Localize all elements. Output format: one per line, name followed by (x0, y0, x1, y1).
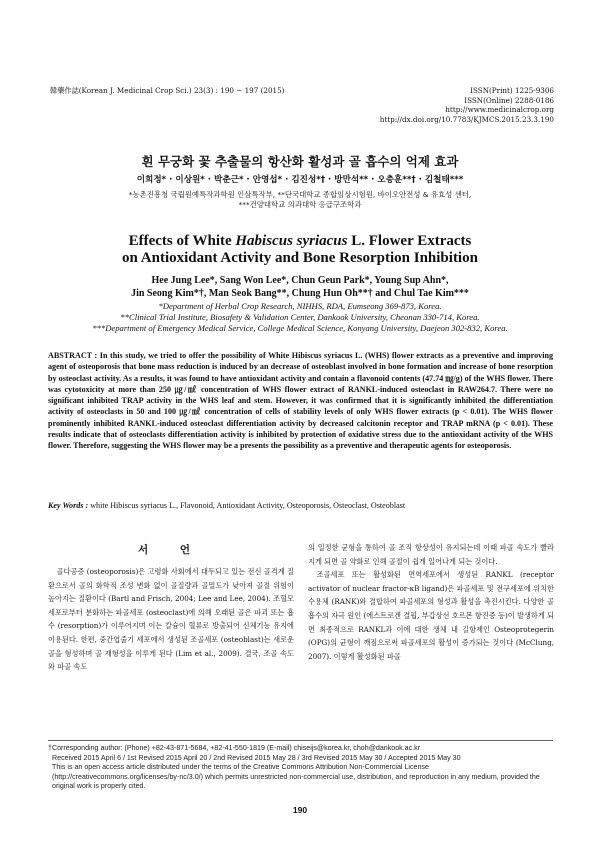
body-paragraph: 조골세포 또는 활성화된 면역세포에서 생성된 RANKL (receptor activator of nuclear fractor-κB ligand)은 파골세포 및 전구세포에 위치한 수용체 (RANK)와 결합하여 파골세포의 형성과 활성을 촉진시킨다. 다양한 골 흡수의 자극 원인 (에스트로겐 결핍, 부갑상선 호르몬 항진증 등)이 발생하게 되면 최종적으로 RANKL과 이에 대한 생체 내 길항제인 Osteoprotegerin (OPG)의 균형이 깨짐으로써 파골세포의 활성이 증가되는 것이다 (McClung, 2007). 이렇게 활성화된 파골 (308, 570, 554, 661)
section-title-introduction: 서 언 (138, 544, 204, 556)
keywords (48, 500, 553, 511)
license-notice: This is an open access article distributed under the terms of the Creative Commons Attribution Non-Commercial License (http://creativecommons.org/licenses/by-nc/3.0/) which permits unrestricted non-commercial use, distribution, and reproduction in any medium, provided the original work is properly cited. (52, 763, 540, 791)
affiliation-line: **Clinical Trial Institute, Biosafety & Validation Center, Dankook University, Cheonan 330-714, Korea. (120, 312, 480, 323)
keywords-text: white Hibiscus syriacus L., Flavonoid, Antioxidant Activity, Osteoporosis, Osteoclast, Osteoblast (88, 501, 406, 510)
author-line: Hee Jung Lee*, Sang Won Lee*, Chun Geun Park*, Young Sup Ahn*, (151, 275, 449, 286)
journal-website-link[interactable]: http://www.medicinalcrop.org (445, 105, 554, 115)
page-number: 190 (292, 805, 308, 815)
korean-affiliation-line: ***건양대학교 의과대학 응급구조학과 (238, 200, 362, 209)
affiliation-line: *Department of Herbal Crop Research, NIHHS, RDA, Eumseong 369-873, Korea. (158, 301, 442, 311)
journal-citation: 韓藥作誌(Korean J. Medicinal Crop Sci.) 23(3) : 190 − 197 (2015) (50, 86, 285, 95)
footnote (48, 744, 553, 792)
doi-link[interactable]: http://dx.doi.org/10.7783/KJMCS.2015.23.3.190 (379, 114, 554, 124)
abstract: ABSTRACT : In this study, we tried to offer the possibility of White Hibiscus syriacus L. (WHS) flower extracts as a preventive and improving agent of osteoporosis that bone mass reduction is induced by an decrease of osteoblast involved in bone formation and increase of bone resorption by osteoclast activity. As a results, it was found to have antioxidant activity and contain a flavonoid contents (47.74 ㎎/g) of the WHS flower. There was cytotoxicity at more than 250 ㎍/㎖ concentration of WHS flower extract of RANKL-induced osteoclast in RAW264.7. There were no significant inhibited TRAP activity in the WHS leaf and stem. However, it was confirmed that it is significantly inhibited the differentiation activity of osteoclasts in 50 and 100 ㎍/㎖ concentration of cells of stability levels of only WHS flower extracts (p < 0.01). The WHS flower prominently inhibited RANKL-induced osteoclast differentiation activity by decreased calcitonin receptor and TRAP mRNA (p < 0.01). These results indicate that of osteoclasts differentiation activity is inhibited by protection of oxidative stress due to the antioxidant activity of the WHS flower. Therefore, suggesting the WHS flower may be a presents the possibility as a preventive and therapeutic agents for osteoporosis. (48, 351, 553, 451)
korean-authors: 이희정* · 이상원* · 박춘근* · 안영섭* · 김진성*† · 방만석** · 오충훈**† · 김철태*** (136, 175, 464, 185)
english-title: Effects of White Habiscus syriacus L. Flower Extracts on Antioxidant Activity and Bone Resorption Inhibition (122, 233, 478, 266)
body-column-right (308, 541, 554, 663)
author-line: Jin Seong Kim*†, Man Seok Bang**, Chung Hun Oh**† and Chul Tae Kim*** (131, 288, 469, 299)
body-paragraph: 의 일정한 균형을 통하여 골 조직 항상성이 유지되는데 이때 파골 속도가 빨라지게 되면 골 약화로 인해 골절이 쉽게 일어나게 되는 것이다. (308, 543, 554, 566)
english-authors (0, 274, 600, 300)
body-column-left (48, 541, 294, 674)
body-paragraph: 골다공증 (osteoporosis)은 고령화 사회에서 대두되고 있는 전신 골격계 질환으로서 골의 화학적 조성 변화 없이 골질량과 골밀도가 낮아져 골절 위험이 높아지는 질환이다 (Bartl and Frisch, 2004; Lee and Lee, 2004). 조혈모세포로부터 분화하는 파골세포 (osteoclast)에 의해 오래된 골은 파괴 또는 흡수 (resorption)가 이루어지며 이는 칼슘이 혈류로 방출되어 신체기능 유지에 이용된다. 한편, 중간엽줄기 세포에서 생성된 조골세포 (osteoblast)는 새로운 골을 형성하며 골 재형성을 이루게 된다 (Lim et al., 2009). 결국, 조골 속도와 파골 속도 (48, 567, 294, 672)
korean-affiliation-line: *농촌진흥청 국립원예특작과학원 인삼특작부, **단국대학교 종합임상시험원, 바이오안전성 & 유효성 센터, (128, 190, 472, 199)
issn-online: ISSN(Online) 2288-0186 (464, 95, 554, 105)
keywords-label: Key Words : (48, 501, 89, 510)
korean-title: 흰 무궁화 꽃 추출물의 항산화 활성과 골 흡수의 억제 효과 (141, 154, 459, 169)
issn-print: ISSN(Print) 1225-9306 (470, 86, 554, 95)
english-affiliations (0, 301, 600, 335)
affiliation-line: ***Department of Emergency Medical Service, College Medical Science, Konyang University, Daejeon 302-832, Korea. (92, 323, 508, 334)
korean-affiliations (0, 190, 600, 210)
footnote-divider (48, 740, 553, 741)
journal-identifiers (344, 86, 554, 124)
corresponding-author: †Corresponding author: (Phone) +82-43-871-5684, +82-41-550-1819 (E-mail) chiseijs@korea.kr, choh@dankook.ac.kr (48, 744, 421, 752)
received-dates: Received 2015 April 6 / 1st Revised 2015 April 20 / 2nd Revised 2015 May 28 / 3rd Revised 2015 May 30 / Accepted 2015 May 30 (52, 753, 461, 762)
